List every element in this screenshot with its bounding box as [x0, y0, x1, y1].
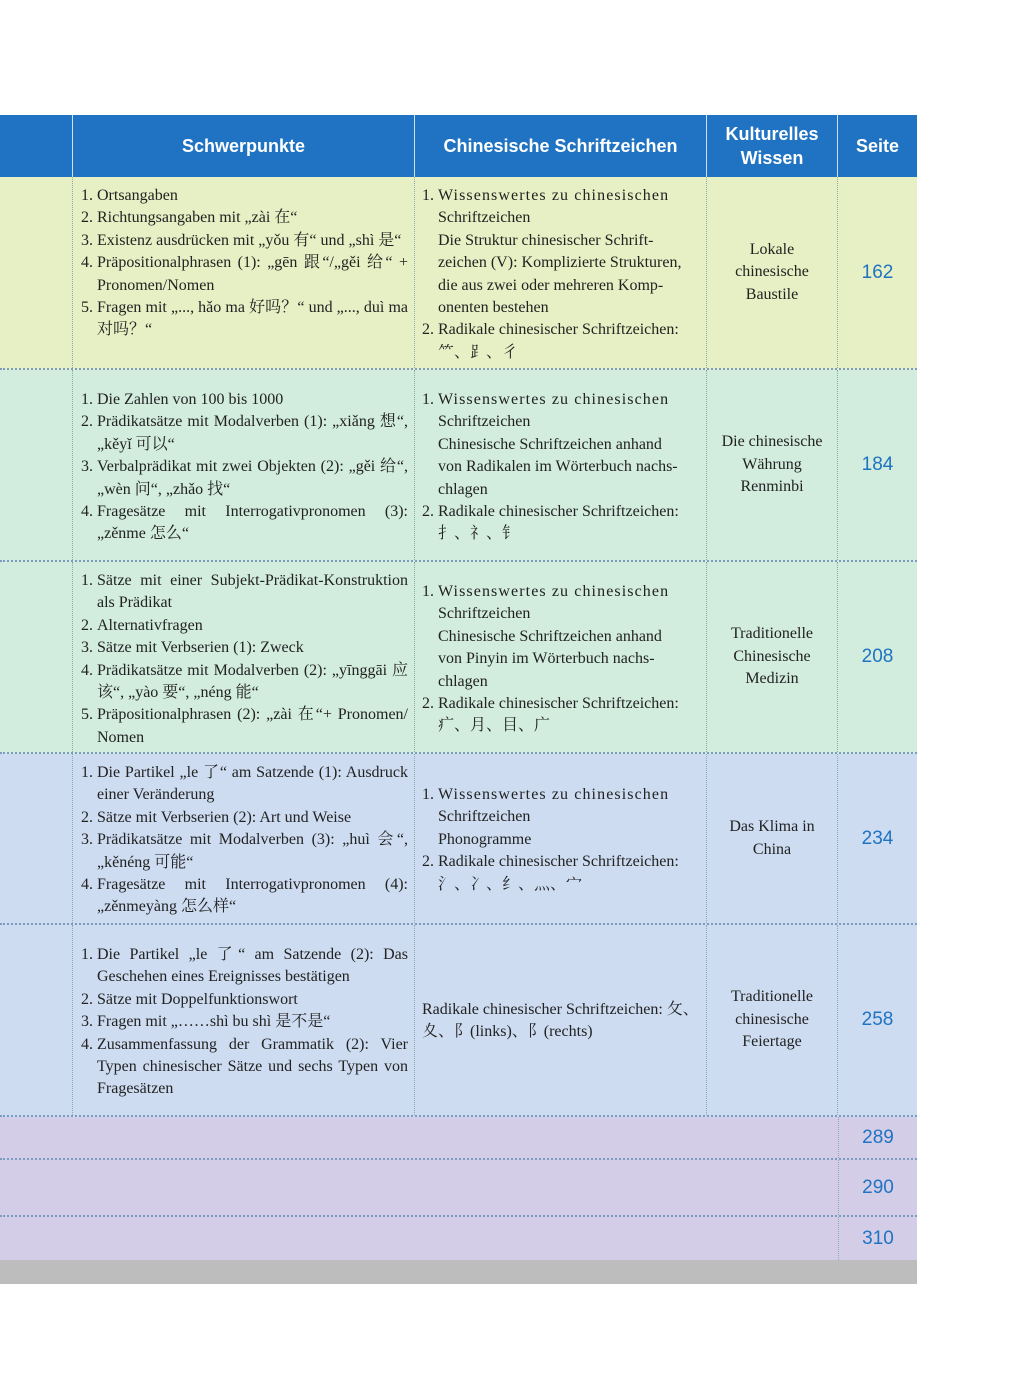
lesson-number-cell — [0, 177, 73, 368]
lesson-number-cell — [0, 754, 73, 923]
characters-item: 1. Wissenswertes zu chinesischen Schriftzeichen Phonogramme — [422, 786, 670, 848]
page-number-link[interactable]: 289 — [838, 1117, 917, 1158]
grammar-cell — [73, 370, 415, 560]
grammar-item: 4. Zusammenfassung der Grammatik (2): Vier Typen chinesischer Sätze und sechs Typen von Fragesätzen — [81, 1035, 408, 1098]
grammar-item: 4. Fragesätze mit Interrogativpronomen (3): „zěnme 怎么“ — [81, 503, 408, 543]
header-seite: Seite — [838, 115, 917, 177]
characters-item: 2. Radikale chinesischer Schriftzeichen: 疒、月、目、广 — [422, 695, 679, 735]
page-number-link[interactable]: 208 — [861, 646, 894, 667]
lesson-row — [0, 754, 917, 925]
grammar-item: 4. Prädikatsätze mit Modalverben (2): „yīnggāi 应该“, „yào 要“, „néng 能“ — [81, 661, 408, 702]
culture-cell: Das Klima in China — [707, 754, 838, 923]
grammar-item: 3. Sätze mit Verbserien (1): Zweck — [81, 639, 304, 657]
grammar-item: 3. Prädikatsätze mit Modalverben (3): „huì 会“, „kěnéng 可能“ — [81, 831, 408, 871]
characters-cell — [415, 925, 707, 1115]
characters-item: 2. Radikale chinesischer Schriftzeichen: 扌、礻、钅 — [422, 503, 679, 543]
appendix-row — [0, 1217, 917, 1260]
characters-item: 2. Radikale chinesischer Schriftzeichen: ⺮、⻊、彳 — [422, 321, 679, 361]
header-lesson — [0, 115, 73, 177]
characters-cell — [415, 562, 707, 752]
characters-item: 2. Radikale chinesischer Schriftzeichen: 氵、冫、纟、灬、宀 — [422, 853, 679, 893]
grammar-cell — [73, 925, 415, 1115]
characters-text: Radikale chinesischer Schriftzeichen: 攵、夊、阝(links)、阝(rechts) — [422, 1001, 699, 1041]
appendix-row — [0, 1117, 917, 1160]
page-number-link[interactable]: 184 — [861, 454, 894, 475]
grammar-item: 1. Die Partikel „le 了“ am Satzende (2): Das Geschehen eines Ereignisses bestätigen — [81, 946, 408, 986]
header-schwerpunkte: Schwerpunkte — [73, 115, 415, 177]
page-number-link[interactable]: 310 — [838, 1217, 917, 1260]
grammar-item: 2. Prädikatsätze mit Modalverben (1): „xiǎng 想“, „kěyǐ 可以“ — [81, 413, 408, 453]
grammar-item: 1. Die Zahlen von 100 bis 1000 — [81, 391, 284, 408]
header-kultur: Kulturelles Wissen — [707, 115, 838, 177]
grammar-item: 4. Präpositionalphrasen (1): „gēn 跟“/„gěi 给“ + Pronomen/Nomen — [81, 254, 408, 294]
characters-item: 1. Wissenswertes zu chinesischen Schriftzeichen Chinesische Schriftzeichen anhand von Pinyin im Wörterbuch nachs- chlagen — [422, 583, 670, 690]
grammar-cell — [73, 177, 415, 368]
bottom-bar — [0, 1260, 917, 1284]
grammar-item: 3. Fragen mit „……shì bu shì 是不是“ — [81, 1013, 331, 1031]
culture-cell: Traditionelle Chinesische Medizin — [707, 562, 838, 752]
page-number-link[interactable]: 234 — [861, 827, 894, 849]
grammar-item: 2. Sätze mit Doppelfunktionswort — [81, 990, 298, 1008]
lesson-row — [0, 370, 917, 562]
grammar-item: 5. Präpositionalphrasen (2): „zài 在“+ Pronomen/ Nomen — [81, 706, 408, 746]
lesson-number-cell — [0, 925, 73, 1115]
characters-item: 1. Wissenswertes zu chinesischen Schriftzeichen Chinesische Schriftzeichen anhand von Radikalen im Wörterbuch nachs- chlagen — [422, 391, 678, 498]
page-number-link[interactable]: 290 — [838, 1160, 917, 1215]
lesson-number-cell — [0, 370, 73, 560]
culture-cell: Traditionelle chinesische Feiertage — [707, 925, 838, 1115]
grammar-item: 3. Existenz ausdrücken mit „yǒu 有“ und „shì 是“ — [81, 231, 402, 249]
lesson-row — [0, 925, 917, 1117]
page-number-link[interactable]: 258 — [861, 1009, 894, 1030]
grammar-item: 1. Ortsangaben — [81, 187, 178, 204]
grammar-item: 4. Fragesätze mit Interrogativpronomen (4): „zěnmeyàng 怎么样“ — [81, 876, 408, 916]
lesson-row — [0, 177, 917, 370]
characters-cell — [415, 370, 707, 560]
grammar-item: 3. Verbalprädikat mit zwei Objekten (2): „gěi 给“, „wèn 问“, „zhǎo 找“ — [81, 458, 408, 498]
grammar-item: 1. Sätze mit einer Subjekt-Prädikat-Konstruktion als Prädikat — [81, 572, 408, 612]
page-number-link[interactable]: 162 — [861, 261, 894, 283]
lesson-row — [0, 562, 917, 754]
characters-item: 1. Wissenswertes zu chinesischen Schriftzeichen Die Struktur chinesischer Schrift- zeichen (V): Komplizierte Strukturen, die aus zwei oder mehreren Komp- onenten bestehen — [422, 187, 682, 317]
grammar-cell — [73, 754, 415, 923]
lesson-number-cell — [0, 562, 73, 752]
characters-cell — [415, 177, 707, 368]
grammar-item: 5. Fragen mit „..., hǎo ma 好吗？“ und „..., duì ma 对吗？“ — [81, 299, 408, 339]
header-schriftzeichen: Chinesische Schriftzeichen — [415, 115, 707, 177]
characters-cell — [415, 754, 707, 923]
grammar-item: 2. Richtungsangaben mit „zài 在“ — [81, 209, 298, 227]
culture-cell: Die chinesische Währung Renminbi — [707, 370, 838, 560]
appendix-row — [0, 1160, 917, 1217]
grammar-item: 2. Sätze mit Verbserien (2): Art und Weise — [81, 808, 352, 826]
grammar-cell — [73, 562, 415, 752]
grammar-item: 2. Alternativfragen — [81, 616, 203, 634]
grammar-item: 1. Die Partikel „le 了“ am Satzende (1): Ausdruck einer Veränderung — [81, 764, 408, 804]
culture-cell: Lokale chinesische Baustile — [707, 177, 838, 368]
